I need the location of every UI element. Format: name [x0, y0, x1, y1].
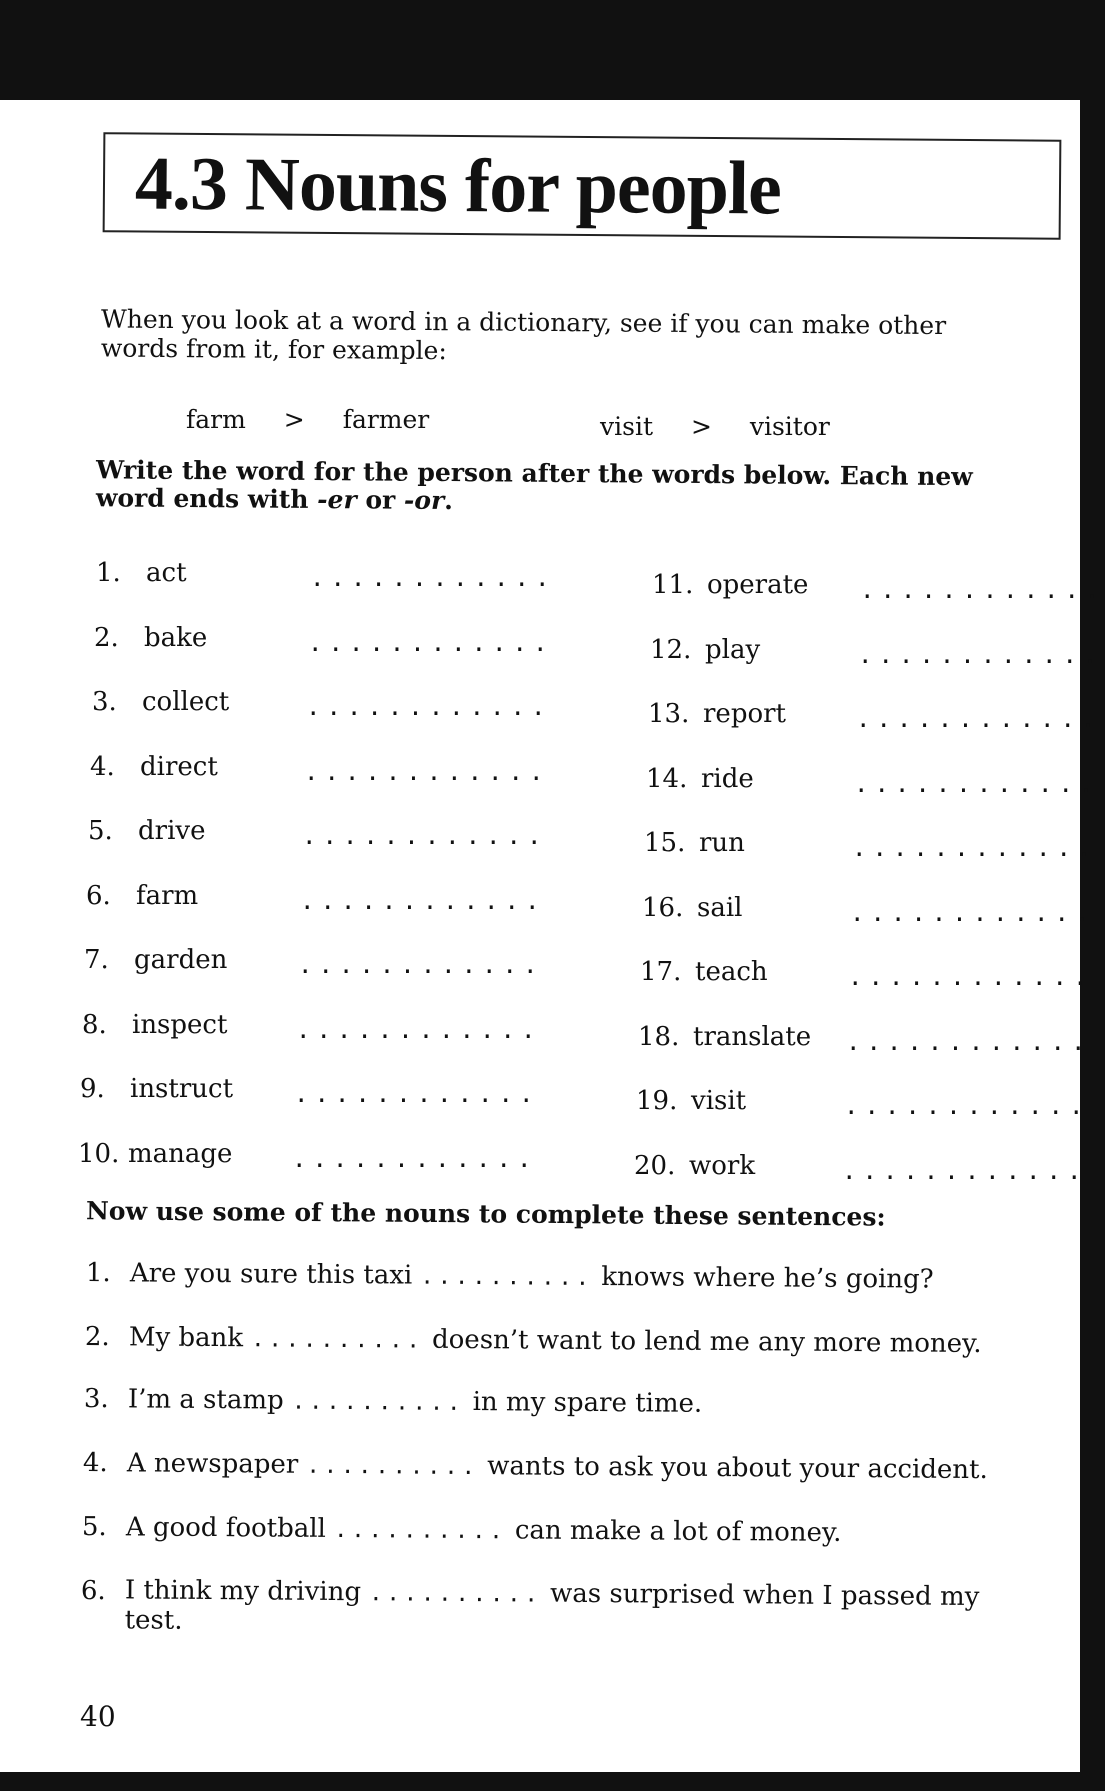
instruction-text: Write the word for the person after the words below. Each new word ends with -er or -or. [95, 455, 973, 516]
item-number: 13. [648, 699, 690, 729]
sentence-blank[interactable]: .......... [369, 1581, 542, 1608]
item-word: visit [691, 1086, 747, 1116]
exercise-item [636, 1086, 1090, 1120]
sentence-before: Are you sure this taxi [129, 1258, 421, 1291]
answer-blank[interactable]: ............ [300, 886, 546, 915]
worksheet-page [0, 100, 1105, 1772]
item-word: manage [128, 1138, 233, 1169]
exercise-item [634, 1150, 1088, 1185]
item-number: 5. [88, 816, 113, 846]
exercise-item [640, 957, 1094, 991]
sentence-blank[interactable]: .......... [334, 1517, 507, 1545]
answer-blank[interactable]: ............ [306, 693, 552, 721]
item-word: work [689, 1150, 756, 1181]
sentence-blank[interactable]: .......... [306, 1453, 480, 1481]
sentence-before: A good football [125, 1512, 335, 1544]
sentence-after: was surprised when I passed my [541, 1578, 980, 1613]
sentence-before: My bank [128, 1322, 252, 1354]
sentence-number: 1. [85, 1258, 111, 1289]
item-word: translate [693, 1021, 812, 1052]
exercise-item [646, 763, 1100, 798]
bottom-dark-bar [0, 1772, 1080, 1791]
item-number: 12. [650, 634, 692, 665]
answer-blank[interactable]: ............ [294, 1080, 540, 1108]
answer-blank[interactable]: ............ [304, 757, 550, 786]
sentence-before: I’m a stamp [127, 1384, 293, 1416]
sentence-after: doesn’t want to lend me any more money. [423, 1324, 982, 1360]
sentence-text [127, 1448, 988, 1485]
exercise-item [88, 816, 548, 850]
item-number: 8. [82, 1009, 107, 1040]
exercise-item [90, 751, 550, 786]
answer-blank[interactable]: ............ [308, 628, 554, 657]
example-base: farm [186, 405, 246, 434]
answer-blank[interactable]: ............ [860, 576, 1105, 604]
example-farm [186, 405, 429, 434]
sentence-blank[interactable]: .......... [251, 1327, 424, 1354]
exercise-item [80, 1074, 540, 1108]
sentence-text [130, 1258, 934, 1294]
exercise-item [78, 1138, 538, 1173]
item-word: teach [695, 957, 768, 987]
answer-blank[interactable]: ............ [850, 898, 1096, 927]
sentence-number: 5. [81, 1512, 107, 1543]
item-number: 16. [642, 892, 684, 923]
sentence-number: 6. [80, 1576, 106, 1607]
exercise-item [650, 634, 1104, 669]
answer-blank[interactable]: ............ [848, 963, 1094, 991]
sentence-number: 2. [84, 1322, 110, 1353]
answer-blank[interactable]: ............ [844, 1092, 1090, 1120]
sentence-blank[interactable]: .......... [291, 1389, 465, 1416]
sentence-after: in my spare time. [464, 1386, 703, 1419]
item-number: 19. [636, 1086, 678, 1116]
item-word: direct [140, 751, 218, 782]
item-word: collect [142, 687, 230, 717]
example-arrow: > [690, 412, 712, 441]
item-number: 2. [94, 622, 119, 653]
answer-blank[interactable]: ............ [292, 1144, 538, 1173]
item-number: 15. [644, 828, 686, 858]
item-word: act [146, 558, 187, 588]
title-box [103, 132, 1062, 240]
answer-blank[interactable]: ............ [858, 640, 1104, 669]
item-number: 3. [92, 687, 117, 717]
exercise-item [86, 880, 546, 915]
item-word: run [699, 828, 745, 858]
answer-blank[interactable]: ............ [846, 1027, 1092, 1056]
item-word: garden [134, 945, 228, 975]
sentence-before: A newspaper [126, 1448, 307, 1480]
exercise-item [638, 1021, 1092, 1056]
exercise-item [644, 828, 1098, 862]
section2-heading: Now use some of the nouns to complete these sentences: [85, 1196, 886, 1232]
sentence-after: knows where he’s going? [592, 1261, 934, 1295]
answer-blank[interactable]: ............ [856, 705, 1102, 733]
intro-text: When you look at a word in a dictionary, see if you can make other words from it, for example: [100, 304, 947, 366]
item-number: 14. [646, 763, 688, 794]
exercise-item [84, 945, 544, 979]
item-word: drive [138, 816, 206, 846]
item-word: instruct [130, 1074, 234, 1104]
item-word: report [703, 699, 786, 729]
item-number: 7. [84, 945, 109, 975]
example-noun: farmer [342, 405, 430, 434]
sentence-line2: test. [124, 1605, 183, 1636]
exercise-item [82, 1009, 542, 1044]
item-number: 17. [640, 957, 682, 987]
exercise-item [92, 687, 552, 721]
answer-blank[interactable]: ............ [296, 1015, 542, 1044]
item-word: play [705, 634, 761, 665]
sentence-blank[interactable]: .......... [420, 1264, 594, 1291]
sentence-after: can make a lot of money. [506, 1515, 842, 1548]
sentence-text [125, 1576, 980, 1641]
top-dark-bar [0, 0, 1080, 100]
item-word: ride [701, 763, 754, 794]
item-word: farm [136, 880, 199, 911]
sentence-text [126, 1512, 842, 1548]
sentence-number: 4. [82, 1448, 108, 1479]
exercise-item [642, 892, 1096, 927]
exercise-item [96, 558, 556, 592]
item-number: 11. [652, 570, 694, 600]
item-number: 18. [638, 1021, 680, 1052]
sentence-after: wants to ask you about your accident. [478, 1451, 988, 1486]
answer-blank[interactable]: ............ [854, 769, 1100, 798]
item-number: 4. [90, 751, 115, 782]
item-word: operate [707, 570, 809, 600]
item-number: 9. [80, 1074, 105, 1104]
example-visit [600, 412, 830, 441]
item-number: 1. [96, 558, 121, 588]
item-word: sail [697, 892, 743, 923]
item-number: 6. [86, 880, 111, 911]
answer-blank[interactable]: ............ [298, 951, 544, 979]
sentence-text [129, 1322, 982, 1359]
answer-blank[interactable]: ............ [302, 822, 548, 850]
answer-blank[interactable]: ............ [310, 564, 556, 592]
item-number: 10. [78, 1138, 120, 1169]
example-arrow: > [283, 405, 305, 434]
sentence-number: 3. [83, 1384, 109, 1415]
exercise-item [652, 570, 1105, 604]
item-word: inspect [132, 1009, 228, 1040]
item-number: 20. [634, 1150, 676, 1181]
item-word: bake [144, 622, 208, 653]
sentence-text [128, 1384, 703, 1419]
example-noun: visitor [749, 412, 830, 441]
answer-blank[interactable]: ............ [842, 1156, 1088, 1185]
sentence-before: I think my driving [124, 1575, 370, 1608]
exercise-item [94, 622, 554, 657]
example-base: visit [600, 412, 653, 441]
answer-blank[interactable]: ............ [852, 834, 1098, 862]
page-number: 40 [80, 1700, 116, 1733]
page-title: 4.3 Nouns for people [134, 141, 782, 231]
exercise-item [648, 699, 1102, 733]
